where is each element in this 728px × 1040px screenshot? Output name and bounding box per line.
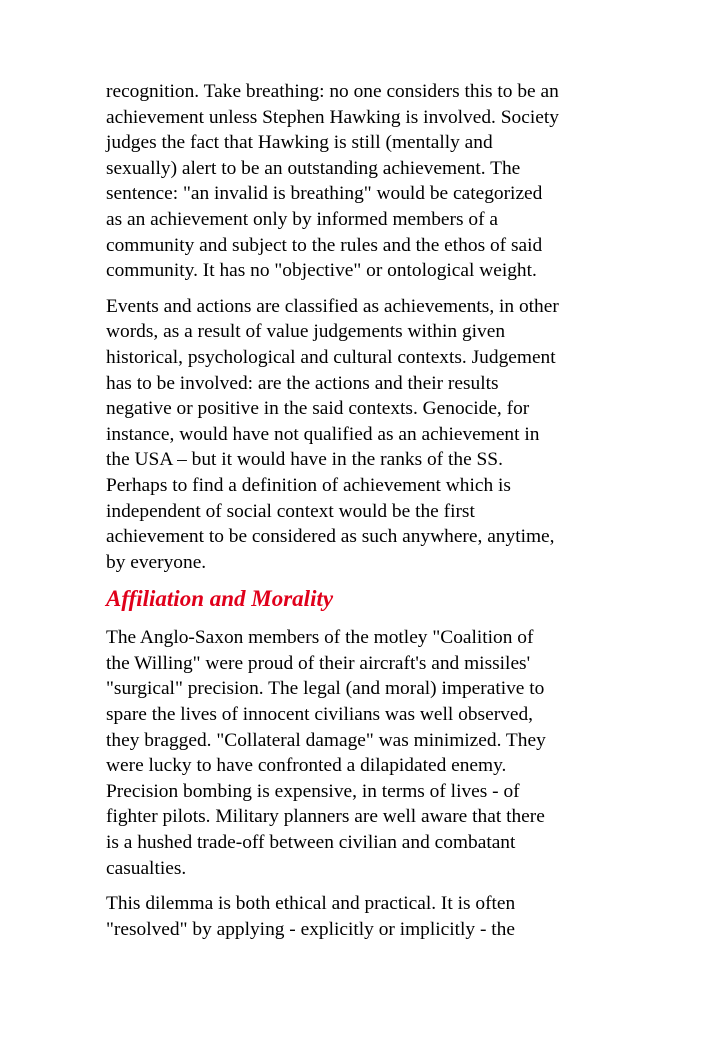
text-line: Precision bombing is expensive, in terms of lives - of: [106, 780, 520, 802]
document-page: [106, 79, 626, 952]
text-line: has to be involved: are the actions and their results: [106, 372, 499, 394]
paragraph: [106, 79, 626, 284]
text-line: achievement to be considered as such anywhere, anytime,: [106, 526, 555, 548]
text-line: the USA – but it would have in the ranks of the SS.: [106, 449, 503, 471]
text-line: they bragged. "Collateral damage" was minimized. They: [106, 729, 546, 751]
text-line: "resolved" by applying - explicitly or implicitly - the: [106, 918, 515, 940]
text-line: spare the lives of innocent civilians was well observed,: [106, 704, 534, 726]
body-text-before-heading: [106, 79, 626, 575]
paragraph: [106, 294, 626, 576]
text-line: negative or positive in the said contexts. Genocide, for: [106, 398, 530, 420]
text-line: Perhaps to find a definition of achievement which is: [106, 474, 511, 496]
text-line: words, as a result of value judgements within given: [106, 321, 506, 343]
text-line: is a hushed trade-off between civilian and combatant: [106, 832, 516, 854]
text-line: "surgical" precision. The legal (and moral) imperative to: [106, 678, 545, 700]
text-line: historical, psychological and cultural contexts. Judgement: [106, 346, 556, 368]
text-line: by everyone.: [106, 551, 207, 573]
text-line: The Anglo-Saxon members of the motley "Coalition of: [106, 627, 534, 649]
text-line: fighter pilots. Military planners are well aware that there: [106, 806, 545, 828]
text-line: casualties.: [106, 857, 187, 879]
text-line: were lucky to have confronted a dilapidated enemy.: [106, 755, 507, 777]
text-line: sentence: "an invalid is breathing" would be categorized: [106, 183, 543, 205]
paragraph: [106, 891, 626, 942]
section-heading: Affiliation and Morality: [106, 586, 334, 612]
text-line: the Willing" were proud of their aircraft's and missiles': [106, 652, 531, 674]
text-line: instance, would have not qualified as an achievement in: [106, 423, 540, 445]
text-line: independent of social context would be the first: [106, 500, 475, 522]
text-line: judges the fact that Hawking is still (mentally and: [106, 132, 493, 154]
text-line: This dilemma is both ethical and practical. It is often: [106, 893, 516, 915]
text-line: community. It has no "objective" or ontological weight.: [106, 260, 537, 282]
paragraph: [106, 625, 626, 881]
text-line: community and subject to the rules and the ethos of said: [106, 234, 543, 256]
body-text-after-heading: [106, 625, 626, 942]
text-line: sexually) alert to be an outstanding achievement. The: [106, 157, 521, 179]
text-line: as an achievement only by informed members of a: [106, 208, 498, 230]
text-line: achievement unless Stephen Hawking is involved. Society: [106, 106, 559, 128]
text-line: Events and actions are classified as achievements, in other: [106, 295, 559, 317]
text-line: recognition. Take breathing: no one considers this to be an: [106, 81, 559, 102]
